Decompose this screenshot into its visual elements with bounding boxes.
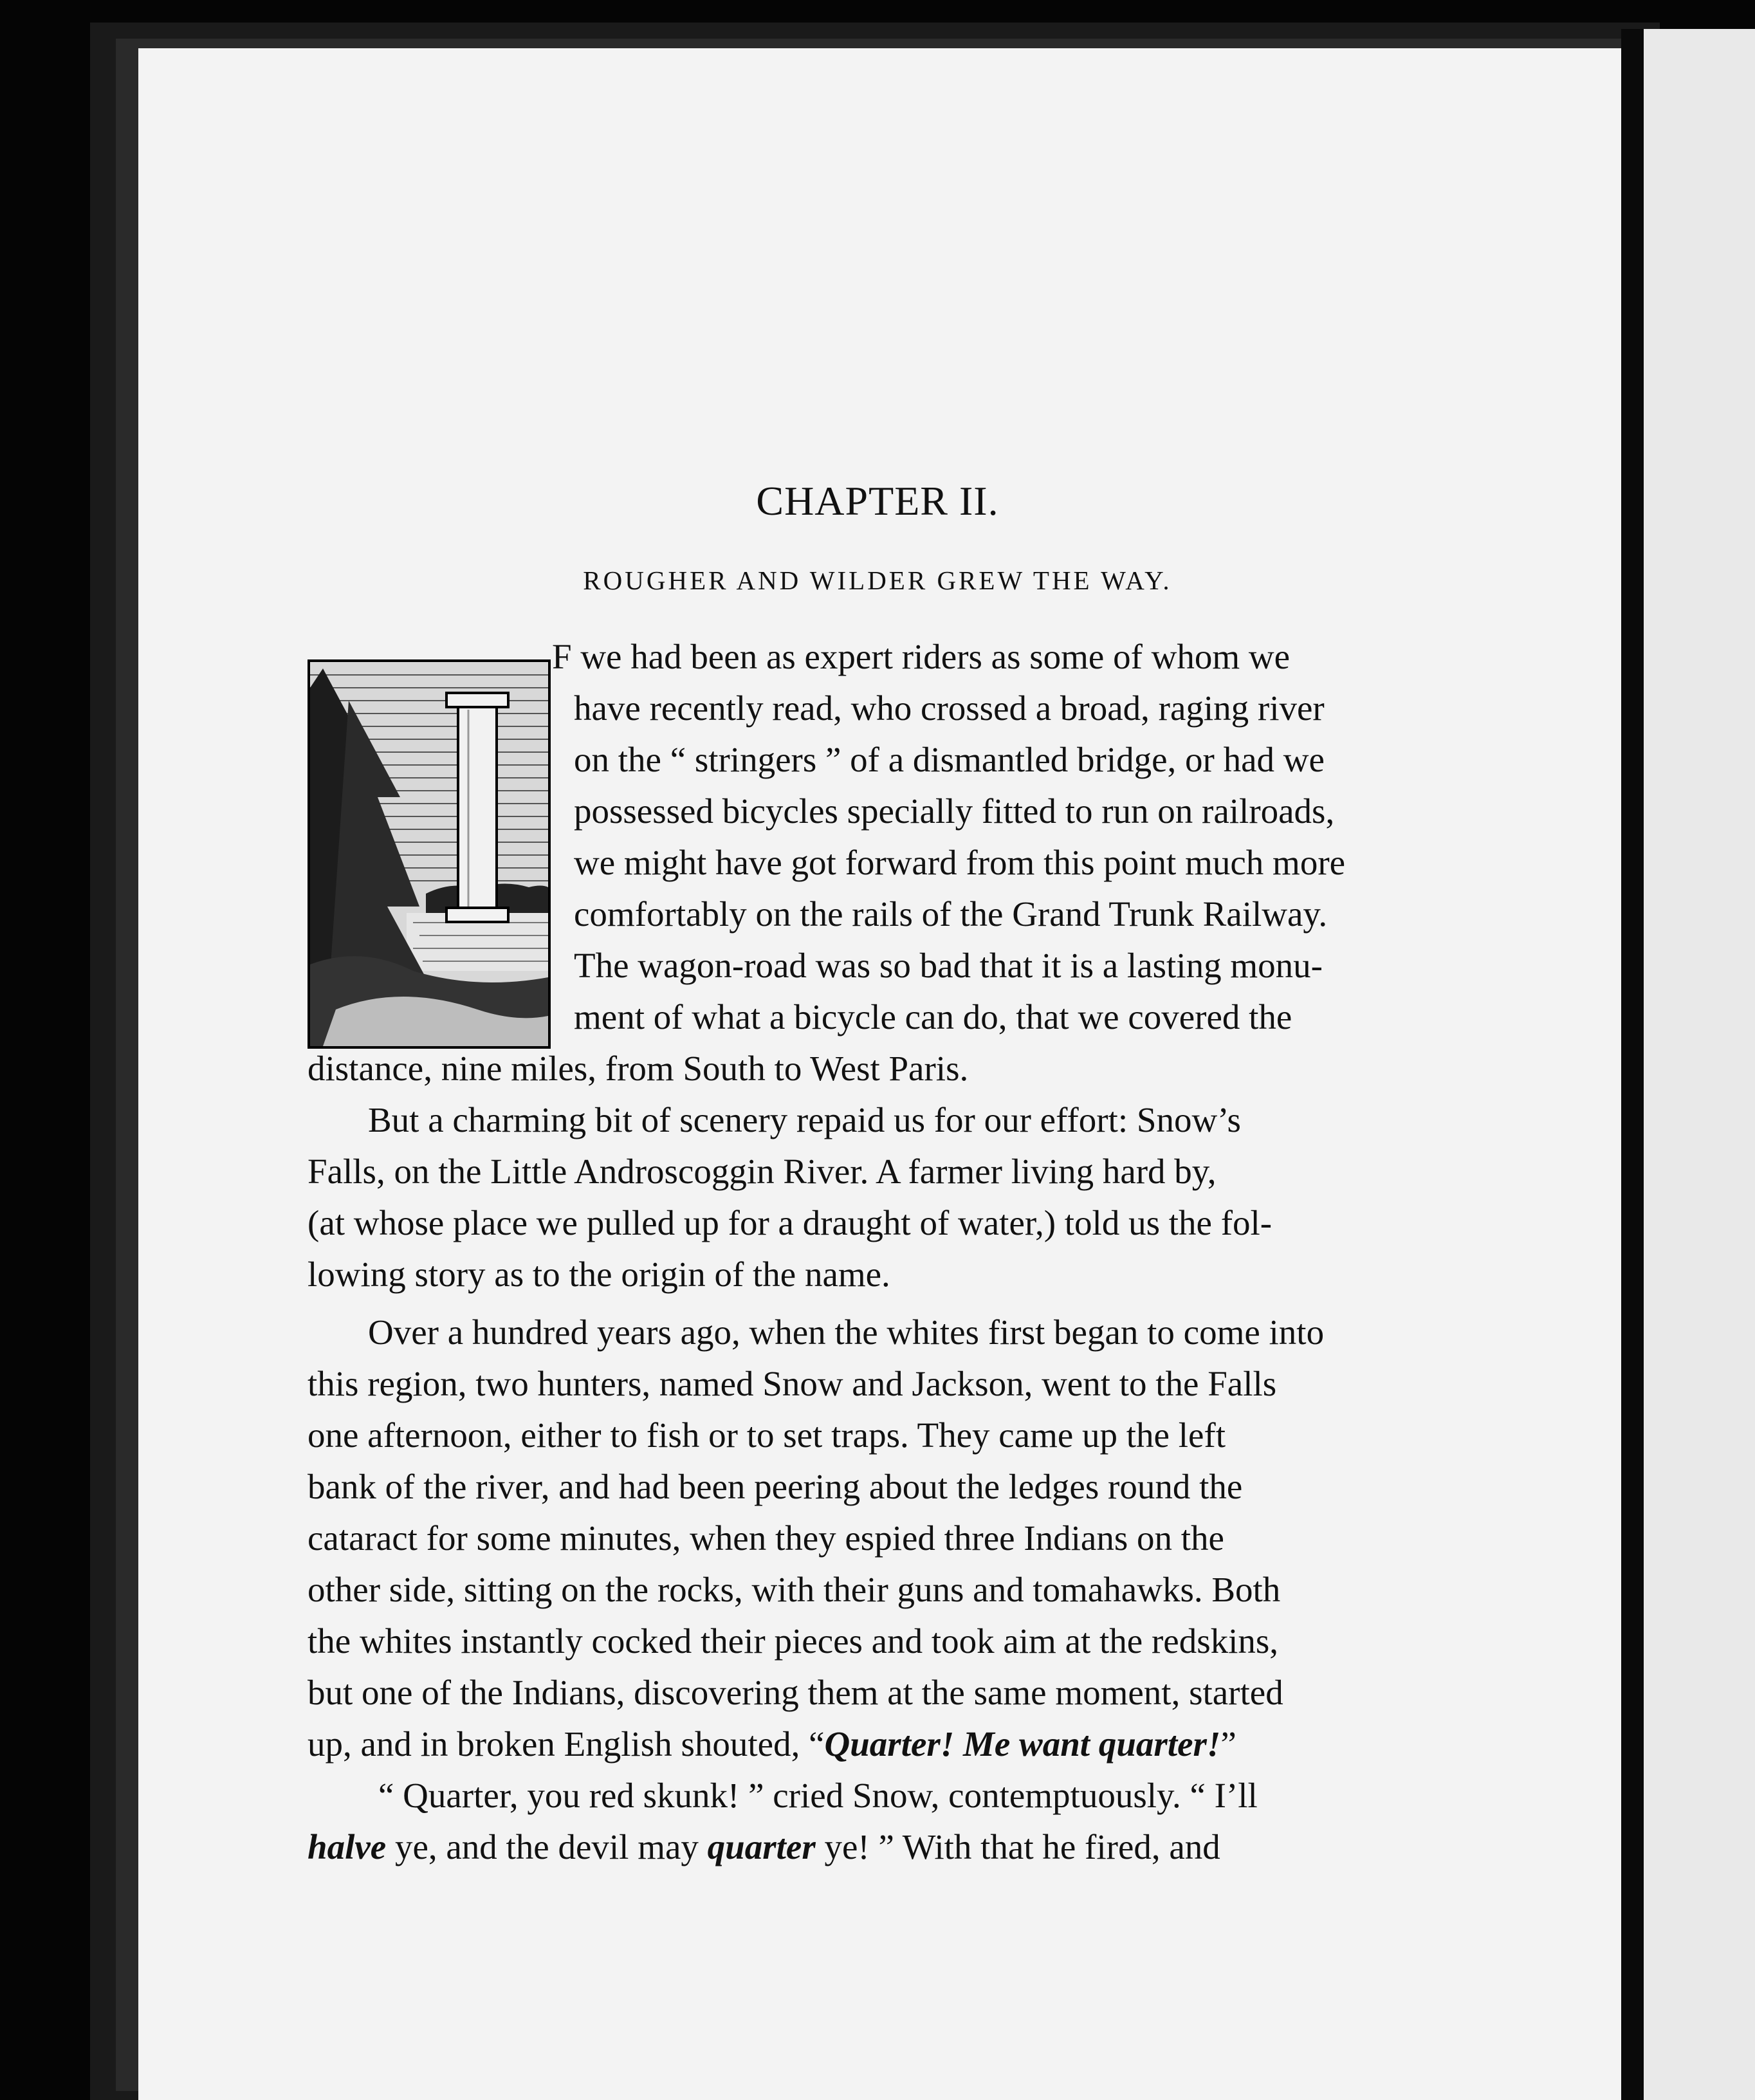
text-line: (at whose place we pulled up for a draught of water,) told us the fol- bbox=[308, 1203, 1273, 1242]
text-line: lowing story as to the origin of the name. bbox=[308, 1255, 890, 1294]
text-line: Over a hundred years ago, when the whites first began to come into bbox=[368, 1312, 1325, 1352]
text-span: ye! ” With that he fired, and bbox=[815, 1827, 1220, 1866]
text-line: But a charming bit of scenery repaid us for our effort: Snow’s bbox=[368, 1100, 1241, 1139]
text-line: comfortably on the rails of the Grand Trunk Railway. bbox=[574, 894, 1328, 934]
italic-quote: Quarter! Me want quarter! bbox=[824, 1724, 1221, 1764]
text-line: “ Quarter, you red skunk! ” cried Snow, contemptuously. “ I’ll bbox=[378, 1776, 1258, 1815]
text-line: cataract for some minutes, when they espied three Indians on the bbox=[308, 1518, 1224, 1558]
text-span: up, and in broken English shouted, “ bbox=[308, 1724, 825, 1764]
text-line: ment of what a bicycle can do, that we covered the bbox=[574, 997, 1292, 1036]
italic-word: quarter bbox=[707, 1827, 816, 1866]
text-line: F we had been as expert riders as some of whom we bbox=[552, 637, 1291, 676]
text-line: have recently read, who crossed a broad, raging river bbox=[574, 688, 1325, 728]
text-line: distance, nine miles, from South to West Paris. bbox=[308, 1049, 969, 1088]
text-line: Falls, on the Little Androscoggin River. A farmer living hard by, bbox=[308, 1152, 1217, 1191]
text-line: other side, sitting on the rocks, with their guns and tomahawks. Both bbox=[308, 1570, 1281, 1609]
drop-cap-illustration bbox=[308, 659, 551, 1049]
text-line: this region, two hunters, named Snow and Jackson, went to the Falls bbox=[308, 1364, 1277, 1403]
page-gutter bbox=[1621, 29, 1644, 2100]
text-line: on the “ stringers ” of a dismantled bridge, or had we bbox=[574, 740, 1325, 779]
text-span: ” bbox=[1220, 1724, 1236, 1764]
text-line bbox=[308, 1726, 1236, 1762]
facing-page-edge bbox=[1644, 29, 1755, 2100]
text-line: we might have got forward from this point much more bbox=[574, 843, 1346, 882]
text-line: the whites instantly cocked their pieces and took aim at the redskins, bbox=[308, 1621, 1279, 1661]
text-span: ye, and the devil may bbox=[386, 1827, 708, 1866]
text-line: possessed bicycles specially fitted to run on railroads, bbox=[574, 791, 1335, 831]
text-line bbox=[308, 1829, 1220, 1865]
text-line: but one of the Indians, discovering them at the same moment, started bbox=[308, 1673, 1283, 1712]
chapter-subtitle: ROUGHER AND WILDER GREW THE WAY. bbox=[583, 566, 1172, 595]
text-line: one afternoon, either to fish or to set traps. They came up the left bbox=[308, 1415, 1226, 1455]
chapter-title: CHAPTER II. bbox=[756, 478, 999, 524]
landscape-engraving-icon bbox=[310, 662, 548, 1046]
italic-word: halve bbox=[308, 1827, 387, 1866]
text-line: bank of the river, and had been peering about the ledges round the bbox=[308, 1467, 1243, 1506]
text-line: The wagon-road was so bad that it is a lasting monu- bbox=[574, 946, 1323, 985]
